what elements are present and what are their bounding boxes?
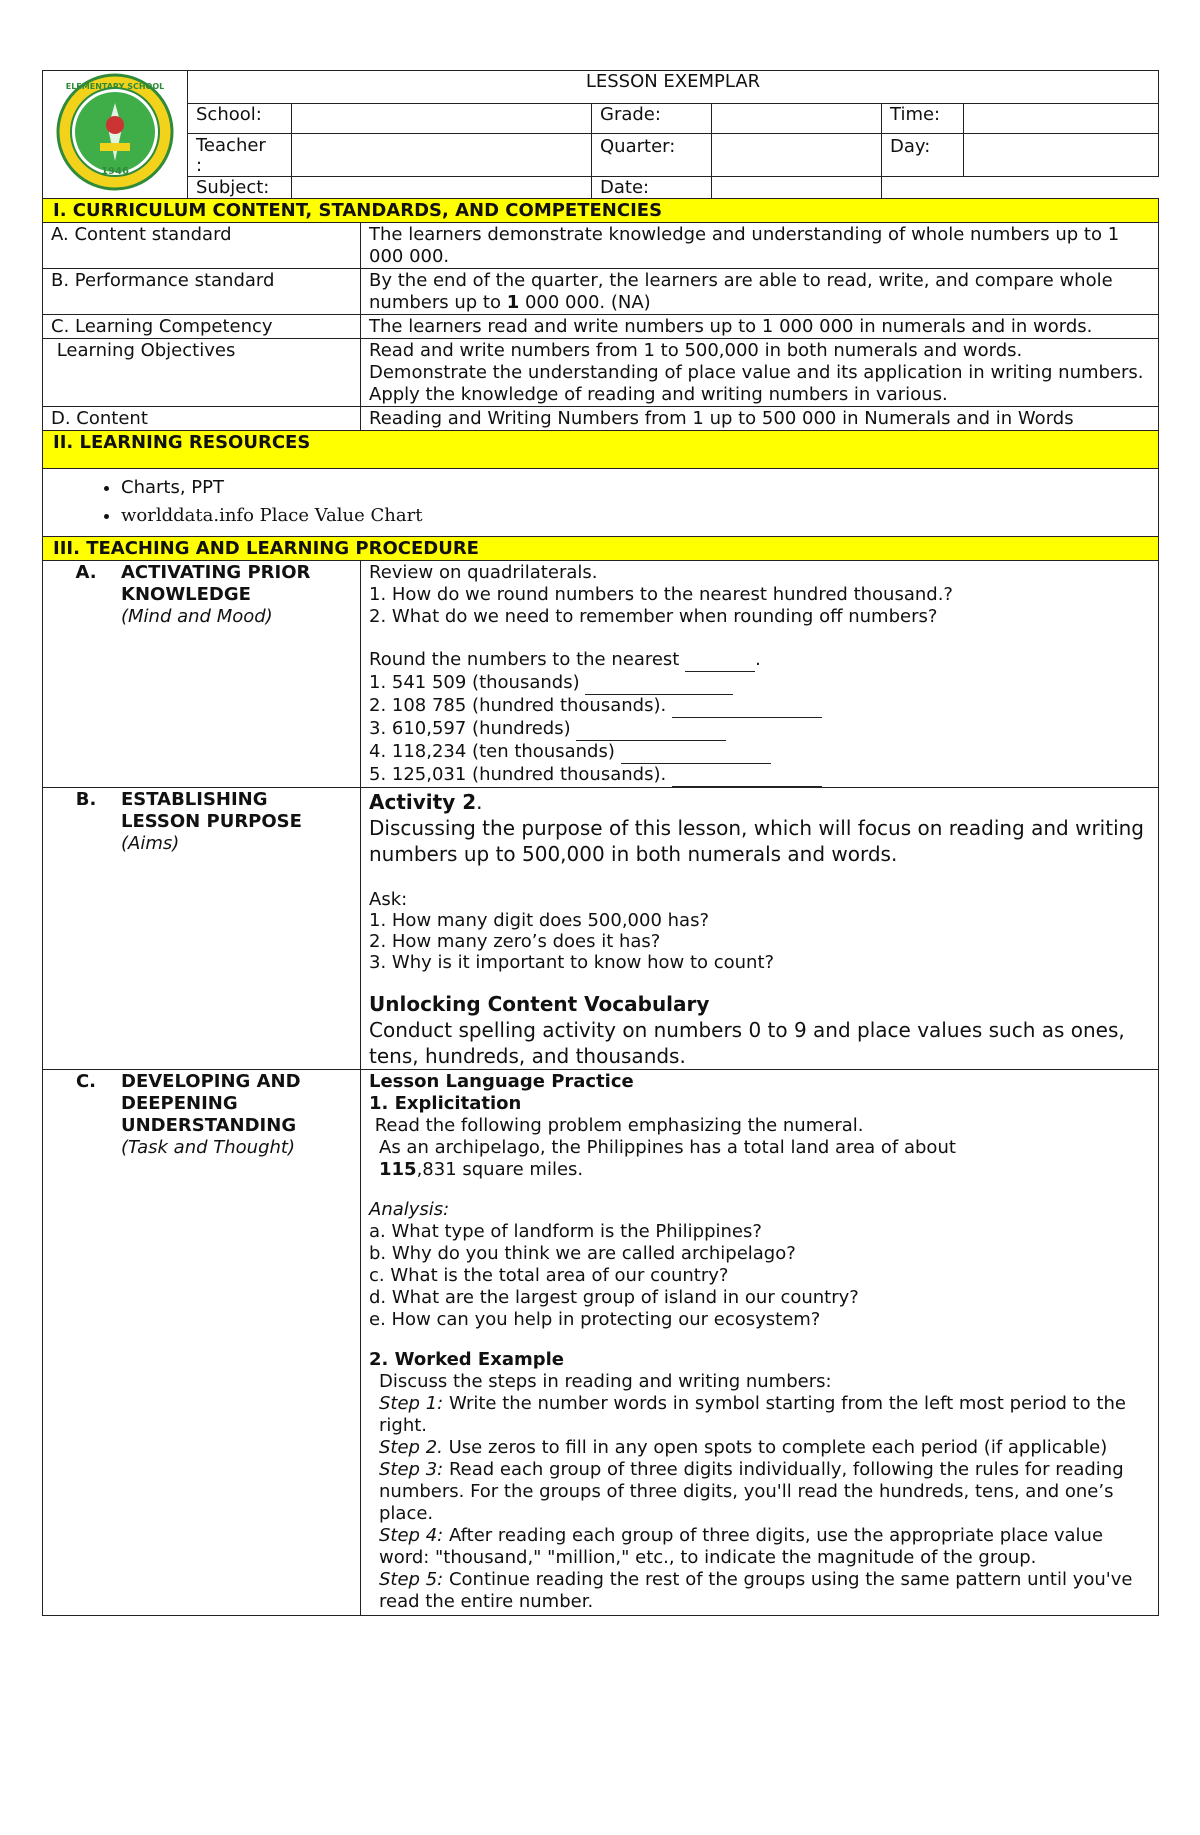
objective-line: Demonstrate the understanding of place value and its application in writing numbers. bbox=[369, 361, 1144, 383]
analysis-item: b. Why do you think we are called archipelago? bbox=[369, 1242, 796, 1264]
blank-line[interactable] bbox=[621, 741, 771, 764]
learning-objectives-row bbox=[43, 338, 1159, 406]
label-line: UNDERSTANDING bbox=[121, 1114, 297, 1136]
row-label: A. Content standard bbox=[43, 222, 361, 268]
step-text: Write the number words in symbol starting from the left most period to the right. bbox=[379, 1392, 1126, 1436]
objective-line: Apply the knowledge of reading and writing numbers in various. bbox=[369, 383, 948, 405]
school-logo-cell bbox=[43, 71, 188, 199]
step bbox=[369, 1437, 1150, 1459]
procedure-a-content bbox=[361, 560, 1159, 787]
read-problem: Read the following problem emphasizing the numeral. bbox=[369, 1114, 864, 1136]
quarter-field[interactable] bbox=[712, 134, 882, 177]
round-item bbox=[369, 718, 1150, 741]
round-item bbox=[369, 764, 1150, 787]
resources-list bbox=[51, 474, 1150, 530]
grade-field[interactable] bbox=[712, 104, 882, 134]
step-text: Read each group of three digits individually, following the rules for reading numbers. For the groups of three digits, you'll read the hundreds, tens, and one’s place. bbox=[379, 1458, 1124, 1524]
school-label: School: bbox=[188, 104, 292, 134]
review-text: Review on quadrilaterals. bbox=[369, 561, 598, 583]
procedure-b-label bbox=[43, 787, 361, 1069]
round-item bbox=[369, 672, 1150, 695]
lesson-exemplar-sheet bbox=[42, 70, 1158, 1616]
content-row bbox=[43, 406, 1159, 430]
question: 3. Why is it important to know how to count? bbox=[369, 951, 775, 973]
row-label: B. Performance standard bbox=[43, 268, 361, 314]
worked-title: 2. Worked Example bbox=[369, 1348, 565, 1370]
step-label: Step 5: bbox=[379, 1568, 444, 1590]
letter: C. bbox=[75, 1070, 97, 1092]
procedure-a-label bbox=[43, 560, 361, 787]
blank-line[interactable] bbox=[672, 695, 822, 718]
resources-cell bbox=[43, 468, 1159, 536]
question: 1. How many digit does 500,000 has? bbox=[369, 909, 710, 931]
document-title: LESSON EXEMPLAR bbox=[188, 71, 1159, 104]
objective-line: Read and write numbers from 1 to 500,000 in both numerals and words. bbox=[369, 339, 1023, 361]
blank-line[interactable] bbox=[585, 672, 733, 695]
logo-year: 1946 bbox=[101, 166, 129, 177]
label-sub: (Aims) bbox=[121, 832, 180, 854]
resource-item: • worlddata.info Place Value Chart bbox=[121, 502, 1150, 530]
grade-label: Grade: bbox=[592, 104, 712, 134]
label-sub: (Task and Thought) bbox=[121, 1136, 296, 1158]
analysis-label: Analysis: bbox=[369, 1198, 450, 1220]
content-standard-row bbox=[43, 222, 1159, 268]
row-text: The learners read and write numbers up to 1 000 000 in numerals and in words. bbox=[361, 314, 1159, 338]
ask-label: Ask: bbox=[369, 888, 408, 910]
procedure-a-row bbox=[43, 560, 1159, 787]
label-line: KNOWLEDGE bbox=[121, 583, 251, 605]
activity-dot: . bbox=[476, 789, 483, 814]
empty-cell bbox=[882, 177, 1159, 199]
row-text bbox=[361, 268, 1159, 314]
date-label: Date: bbox=[592, 177, 712, 199]
text-part: By the end of the quarter, the learners are able to read, write, and compare whole numbers up to bbox=[369, 269, 1113, 313]
item-text: 5. 125,031 (hundred thousands). bbox=[369, 763, 667, 785]
teacher-colon: : bbox=[196, 155, 203, 176]
subject-label: Subject: bbox=[188, 177, 292, 199]
explicitation-title: 1. Explicitation bbox=[369, 1092, 522, 1114]
activity-title: Activity 2 bbox=[369, 789, 477, 814]
label-line: ESTABLISHING bbox=[121, 788, 268, 810]
step-text: Use zeros to fill in any open spots to complete each period (if applicable) bbox=[442, 1436, 1108, 1458]
step bbox=[369, 1569, 1150, 1613]
row-text: Reading and Writing Numbers from 1 up to 500 000 in Numerals and in Words bbox=[361, 406, 1159, 430]
question: 1. How do we round numbers to the nearest hundred thousand.? bbox=[369, 583, 953, 605]
quarter-label: Quarter: bbox=[592, 134, 712, 177]
label-line: DEEPENING bbox=[121, 1092, 238, 1114]
area-line bbox=[369, 1159, 1150, 1181]
label-sub: (Mind and Mood) bbox=[121, 605, 273, 627]
step-text: After reading each group of three digits, use the appropriate place value word: "thousand," "million," etc., to indicate the magnitude of the group. bbox=[379, 1524, 1104, 1568]
archipelago-text: As an archipelago, the Philippines has a total land area of about bbox=[379, 1136, 956, 1158]
round-item bbox=[369, 695, 1150, 718]
time-field[interactable] bbox=[964, 104, 1159, 134]
row-text: The learners demonstrate knowledge and understanding of whole numbers up to 1 000 000. bbox=[361, 222, 1159, 268]
logo-text: ELEMENTARY SCHOOL bbox=[65, 82, 165, 91]
procedure-c-label bbox=[43, 1069, 361, 1615]
text-part: 000 000. (NA) bbox=[519, 291, 651, 313]
round-end: . bbox=[755, 648, 761, 670]
teacher-field[interactable] bbox=[292, 134, 592, 177]
step bbox=[369, 1525, 1150, 1569]
procedure-b-content bbox=[361, 787, 1159, 1069]
question: 2. How many zero’s does it has? bbox=[369, 930, 661, 952]
learning-competency-row bbox=[43, 314, 1159, 338]
analysis-item: a. What type of landform is the Philippines? bbox=[369, 1220, 762, 1242]
round-item bbox=[369, 741, 1150, 764]
item-text: 4. 118,234 (ten thousands) bbox=[369, 740, 615, 762]
practice-title: Lesson Language Practice bbox=[369, 1070, 634, 1092]
school-logo bbox=[56, 73, 174, 191]
area-rest: ,831 square miles. bbox=[416, 1158, 584, 1180]
analysis-item: c. What is the total area of our country? bbox=[369, 1264, 729, 1286]
procedure-c-content bbox=[361, 1069, 1159, 1615]
section3-heading: III. TEACHING AND LEARNING PROCEDURE bbox=[43, 536, 1159, 560]
step bbox=[369, 1459, 1150, 1525]
round-intro-line bbox=[369, 649, 1150, 672]
letter: B. bbox=[75, 788, 97, 810]
label-line: LESSON PURPOSE bbox=[121, 810, 302, 832]
vocab-title: Unlocking Content Vocabulary bbox=[369, 991, 710, 1016]
item-text: 1. 541 509 (thousands) bbox=[369, 671, 580, 693]
step-label: Step 2. bbox=[379, 1436, 443, 1458]
label-line: DEVELOPING AND bbox=[121, 1070, 301, 1092]
vocab-text: Conduct spelling activity on numbers 0 to 9 and place values such as ones, tens, hundreds, and thousands. bbox=[369, 1017, 1125, 1068]
area-bold: 115 bbox=[379, 1158, 417, 1180]
procedure-b-row bbox=[43, 787, 1159, 1069]
header-table bbox=[42, 70, 1159, 199]
date-field[interactable] bbox=[712, 177, 882, 199]
analysis-item: e. How can you help in protecting our ecosystem? bbox=[369, 1308, 821, 1330]
step-text: Continue reading the rest of the groups using the same pattern until you've read the entire number. bbox=[379, 1568, 1133, 1612]
step-label: Step 1: bbox=[379, 1392, 444, 1414]
step bbox=[369, 1393, 1150, 1437]
item-text: 2. 108 785 (hundred thousands). bbox=[369, 694, 667, 716]
label-line: ACTIVATING PRIOR bbox=[121, 561, 311, 583]
procedure-c-row bbox=[43, 1069, 1159, 1615]
step-label: Step 4: bbox=[379, 1524, 444, 1546]
row-label: Learning Objectives bbox=[43, 338, 361, 406]
day-label: Day: bbox=[882, 134, 964, 177]
question: 2. What do we need to remember when rounding off numbers? bbox=[369, 605, 938, 627]
letter: A. bbox=[75, 561, 97, 583]
row-label: D. Content bbox=[43, 406, 361, 430]
blank-line[interactable] bbox=[576, 718, 726, 741]
row-text bbox=[361, 338, 1159, 406]
day-field[interactable] bbox=[964, 134, 1159, 177]
main-table bbox=[42, 198, 1159, 1616]
subject-field[interactable] bbox=[292, 177, 592, 199]
item-text: 3. 610,597 (hundreds) bbox=[369, 717, 571, 739]
round-intro: Round the numbers to the nearest bbox=[369, 648, 680, 670]
teacher-label: Teacher bbox=[196, 135, 266, 156]
purpose-text: Discussing the purpose of this lesson, which will focus on reading and writing numbers up to 500,000 in both numerals and words. bbox=[369, 815, 1144, 866]
resource-item: • Charts, PPT bbox=[121, 474, 1150, 502]
discuss-text: Discuss the steps in reading and writing numbers: bbox=[379, 1370, 832, 1392]
section1-heading: I. CURRICULUM CONTENT, STANDARDS, AND COMPETENCIES bbox=[43, 198, 1159, 222]
performance-standard-row bbox=[43, 268, 1159, 314]
teacher-label-cell bbox=[188, 134, 292, 177]
activity-line bbox=[369, 789, 1150, 815]
blank-line[interactable] bbox=[685, 649, 755, 672]
school-field[interactable] bbox=[292, 104, 592, 134]
time-label: Time: bbox=[882, 104, 964, 134]
row-label: C. Learning Competency bbox=[43, 314, 361, 338]
analysis-item: d. What are the largest group of island in our country? bbox=[369, 1286, 859, 1308]
text-bold: 1 bbox=[506, 291, 520, 313]
step-label: Step 3: bbox=[379, 1458, 444, 1480]
section2-heading: II. LEARNING RESOURCES bbox=[43, 430, 1159, 468]
blank-line[interactable] bbox=[672, 764, 822, 787]
